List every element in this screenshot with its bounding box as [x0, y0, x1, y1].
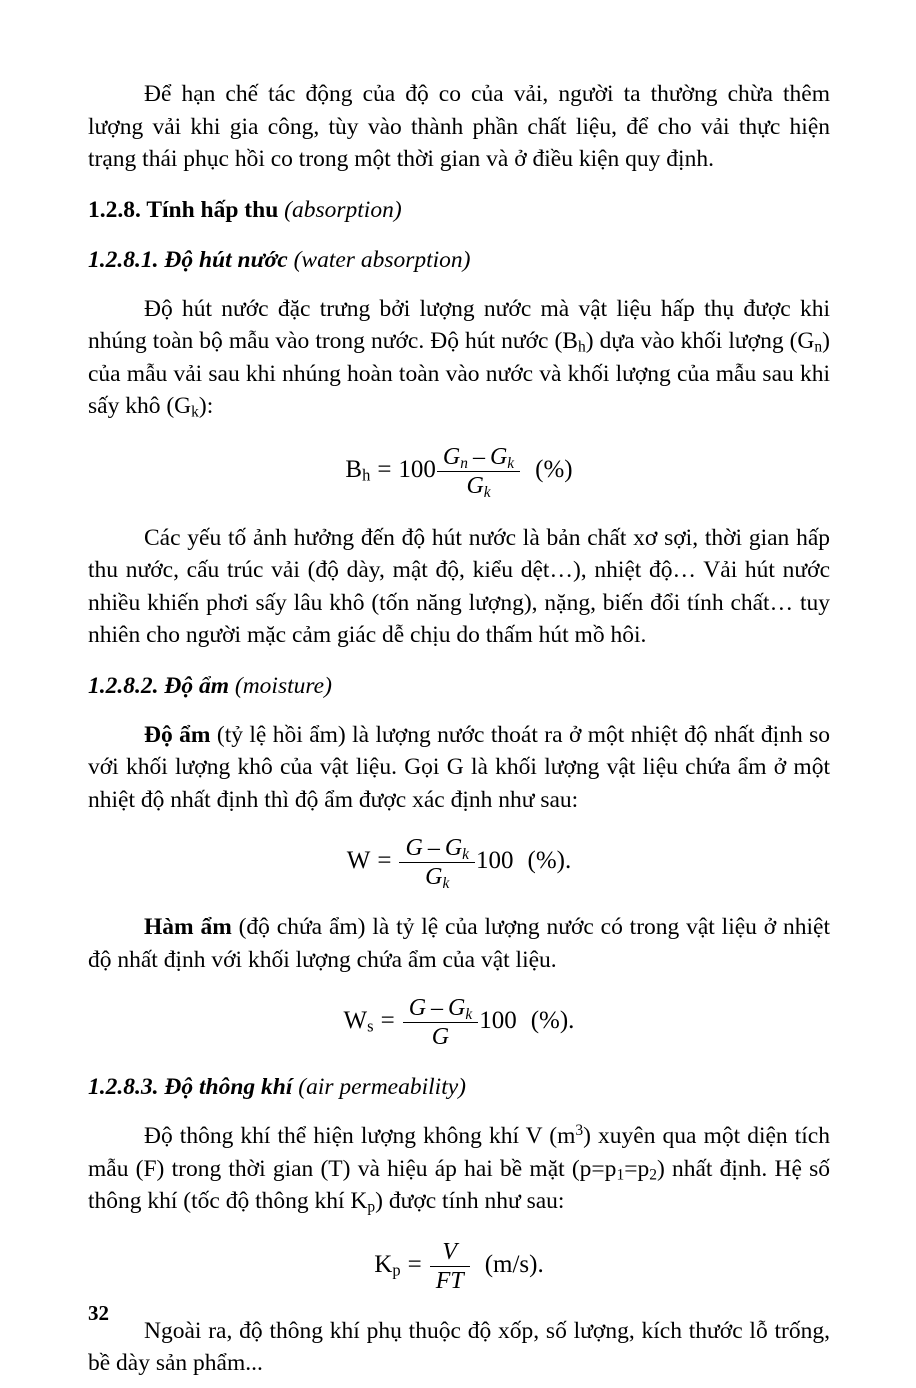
- subscript-2: 2: [649, 1165, 657, 1183]
- formula1-numerator: [437, 445, 520, 472]
- formula4-fraction: [430, 1240, 470, 1293]
- formula3-minus: –: [431, 995, 444, 1021]
- heading-1-2-8-3: [88, 1071, 830, 1103]
- formula2-den-sub: k: [442, 874, 450, 892]
- formula2-num-left: G: [405, 835, 423, 861]
- formula4-equals: =: [407, 1250, 422, 1278]
- formula2-unit: (%).: [527, 847, 572, 875]
- paragraph-factors: Các yếu tố ảnh hưởng đến độ hút nước là bản chất xơ sợi, thời gian hấp thu nước, cấu trúc vải (độ dày, mật độ, kiểu dệt…), nhiệt độ… Vải hút nước nhiều khiến phơi sấy lâu khô (tốn năng lượng), nặng, biến đổi tính chất… tuy nhiên cho người mặc cảm giác dễ chịu do thấm hút mồ hôi.: [88, 524, 830, 648]
- equation-water-absorption: [345, 443, 573, 501]
- formula3-numerator: [403, 996, 479, 1023]
- formula2-fraction: [399, 835, 475, 892]
- paragraph-intro: Để hạn chế tác động của độ co của vải, người ta thường chừa thêm lượng vải khi gia công, tùy vào thành phần chất liệu, để cho vải thực hiện trạng thái phục hồi co trong một thời gian và ở điều kiện quy định.: [88, 81, 830, 172]
- formula3-coefficient: 100: [479, 1007, 517, 1035]
- heading-1-2-8-2-english: (moisture): [234, 672, 332, 699]
- formula3-lhs: [344, 1007, 374, 1034]
- formula2-lhs: [347, 847, 371, 874]
- formula1-lhs-subscript: h: [362, 465, 371, 485]
- subscript-p: p: [367, 1198, 376, 1216]
- formula2-lhs-symbol: W: [346, 847, 371, 875]
- formula-water-absorption: [88, 443, 830, 501]
- heading-1-2-8-2: [88, 670, 830, 702]
- heading-1-2-8: [88, 194, 830, 226]
- heading-1-2-8-english: (absorption): [284, 196, 402, 223]
- heading-1-2-8-2-title: Độ ẩm: [164, 672, 229, 699]
- formula1-num-left-sub: n: [460, 454, 468, 472]
- formula1-fraction: [437, 443, 520, 501]
- formula2-den-symbol: G: [425, 864, 443, 890]
- formula3-fraction: [403, 996, 479, 1049]
- formula2-equals: =: [377, 847, 392, 875]
- formula4-numerator: V: [430, 1240, 470, 1267]
- paragraph-water-absorption: [88, 293, 830, 423]
- subscript-h: h: [577, 338, 586, 356]
- equation-moisture-content: [344, 996, 575, 1049]
- formula1-coefficient: 100: [398, 455, 436, 483]
- subscript-n: n: [814, 338, 823, 356]
- water-absorption-text-4: ):: [198, 393, 214, 419]
- paragraph-moisture-content: [88, 911, 830, 976]
- formula4-lhs-subscript: p: [392, 1260, 401, 1280]
- paragraph-closing: Ngoài ra, độ thông khí phụ thuộc độ xốp, số lượng, kích thước lỗ trống, bề dày sản phẩm...: [88, 1317, 830, 1376]
- formula3-lhs-symbol: W: [343, 1007, 368, 1035]
- formula1-den-sub: k: [483, 483, 491, 501]
- water-absorption-text-3: ) của mẫu vải sau khi nhúng hoàn toàn vào nước và khối lượng của mẫu sau khi sấy khô (G: [88, 328, 830, 419]
- formula1-denominator: [437, 472, 520, 501]
- paragraph-moisture: [88, 719, 830, 817]
- air-perm-text-4: ) nhất định. Hệ số thông khí (tốc độ thông khí K: [88, 1155, 830, 1214]
- formula4-lhs-symbol: K: [374, 1250, 393, 1278]
- heading-1-2-8-1: [88, 244, 830, 276]
- formula1-lhs-symbol: B: [345, 455, 363, 483]
- heading-1-2-8-1-english: (water absorption): [293, 246, 471, 273]
- formula2-coefficient: 100: [476, 847, 514, 875]
- subscript-k: k: [191, 403, 199, 421]
- formula-air-permeability: [88, 1240, 830, 1293]
- page-number: 32: [88, 1301, 109, 1325]
- formula3-num-right-sub: k: [465, 1005, 473, 1023]
- superscript-3: 3: [575, 1121, 584, 1139]
- moisture-description: (tỷ lệ hồi ẩm) là lượng nước thoát ra ở một nhiệt độ nhất định so với khối lượng khô của vật liệu. Gọi G là khối lượng vật liệu chứa ẩm ở một nhiệt độ nhất định thì độ ẩm được xác định như sau:: [88, 721, 831, 813]
- subscript-1: 1: [616, 1165, 625, 1183]
- moisture-content-description: (độ chứa ẩm) là tỷ lệ của lượng nước có trong vật liệu ở nhiệt độ nhất định với khối lượng chứa ẩm của vật liệu.: [88, 914, 830, 973]
- formula1-equals: =: [377, 455, 392, 483]
- formula2-numerator: [399, 836, 475, 863]
- formula4-denominator: FT: [435, 1267, 464, 1294]
- formula3-denominator: [403, 1023, 479, 1049]
- water-absorption-text-1: Độ hút nước đặc trưng bởi lượng nước mà vật liệu hấp thụ được khi nhúng toàn bộ mẫu vào trong nước. Độ hút nước (B: [88, 295, 830, 354]
- formula2-num-right: G: [444, 835, 463, 861]
- heading-1-2-8-1-number: 1.2.8.1.: [88, 246, 159, 273]
- formula3-den-symbol: G: [431, 1024, 450, 1050]
- formula3-unit: (%).: [530, 1007, 575, 1035]
- formula3-lhs-subscript: s: [367, 1016, 374, 1036]
- formula3-num-left: G: [408, 995, 427, 1021]
- moisture-lead-term: Độ ẩm: [144, 721, 211, 748]
- formula1-lhs: [345, 456, 370, 483]
- formula1-num-right: G: [489, 443, 508, 470]
- heading-1-2-8-title: Tính hấp thu: [146, 196, 279, 223]
- heading-1-2-8-2-number: 1.2.8.2.: [88, 672, 159, 699]
- air-perm-text-5: ) được tính như sau:: [375, 1188, 565, 1214]
- heading-1-2-8-1-title: Độ hút nước: [164, 246, 288, 273]
- formula1-num-left: G: [442, 443, 461, 470]
- formula-moisture: [88, 835, 830, 892]
- water-absorption-text-2: ) dựa vào khối lượng (G: [585, 328, 815, 354]
- formula3-equals: =: [380, 1007, 395, 1035]
- equation-air-permeability: [374, 1240, 543, 1293]
- formula4-unit: (m/s).: [484, 1250, 544, 1278]
- formula1-num-right-sub: k: [507, 454, 515, 472]
- heading-1-2-8-3-english: (air permeability): [298, 1074, 466, 1100]
- formula1-unit: (%): [535, 455, 573, 483]
- formula-moisture-content: [88, 996, 830, 1049]
- formula1-minus: –: [472, 443, 485, 470]
- air-perm-text-1: Độ thông khí thể hiện lượng không khí V (m: [144, 1123, 576, 1149]
- formula4-lhs: [374, 1251, 400, 1278]
- paragraph-air-permeability: [88, 1120, 830, 1218]
- formula2-num-right-sub: k: [462, 845, 469, 863]
- heading-1-2-8-number: 1.2.8.: [88, 196, 141, 223]
- formula2-denominator: [399, 863, 475, 892]
- heading-1-2-8-3-title: Độ thông khí: [164, 1074, 293, 1100]
- formula2-minus: –: [427, 835, 440, 861]
- moisture-content-lead-term: Hàm ẩm: [144, 914, 232, 940]
- air-perm-text-2: ) xuyên qua một diện tích mẫu (F) trong thời gian (T) và hiệu áp hai bề mặt (p=p: [88, 1123, 830, 1182]
- air-perm-text-3: =p: [624, 1155, 650, 1182]
- formula1-den-symbol: G: [466, 472, 484, 499]
- equation-moisture: [346, 835, 572, 892]
- formula3-num-right: G: [448, 995, 466, 1021]
- heading-1-2-8-3-number: 1.2.8.3.: [88, 1074, 159, 1100]
